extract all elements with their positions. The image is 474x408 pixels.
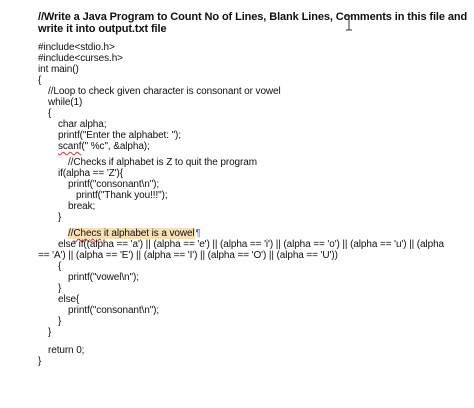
code-line: { <box>48 108 52 119</box>
code-line: else if((alpha == 'a') || (alpha == 'e') || (alpha == 'i') || (alpha == 'o') || (alpha == 'u') || (alpha <box>58 239 444 250</box>
misspelled-word: Checs <box>73 228 102 239</box>
code-line: } <box>58 316 62 327</box>
paragraph-mark-icon: ¶ <box>195 228 201 239</box>
code-line: } <box>58 283 62 294</box>
code-line: break; <box>68 201 96 212</box>
highlighted-comment <box>68 228 195 239</box>
code-fragment: (" %c", &alpha); <box>81 141 150 152</box>
code-line: printf("consonant\n"); <box>68 305 160 316</box>
code-line: == 'A') || (alpha == 'E') || (alpha == 'I') || (alpha == 'O') || (alpha == 'U')) <box>38 250 338 261</box>
code-line: { <box>38 75 42 86</box>
code-line: printf("Enter the alphabet: "); <box>58 130 181 141</box>
code-line: //Loop to check given character is consonant or vowel <box>48 86 281 97</box>
heading-line-2: write it into output.txt file <box>38 23 167 35</box>
comment-slashes: // <box>68 228 74 239</box>
code-line: #include<curses.h> <box>38 53 123 64</box>
code-line: char alpha; <box>58 119 107 130</box>
code-line <box>58 141 150 152</box>
code-line: printf("Thank you!!!"); <box>76 190 168 201</box>
code-line: { <box>58 261 62 272</box>
code-line: if(alpha == 'Z'){ <box>58 168 123 179</box>
code-line: int main() <box>38 64 79 75</box>
code-line: #include<stdio.h> <box>38 42 115 53</box>
code-line: printf("vowel\n"); <box>68 272 139 283</box>
document-heading <box>38 11 468 35</box>
text-cursor-icon <box>345 15 353 31</box>
code-line: else{ <box>58 294 80 305</box>
code-line: //Checks if alphabet is Z to quit the program <box>68 157 257 168</box>
comment-text: it alphabet is a vowel <box>101 228 195 239</box>
code-line <box>68 228 201 239</box>
code-line: } <box>58 212 62 223</box>
code-line: return 0; <box>48 345 85 356</box>
code-line: printf("consonant\n"); <box>68 179 160 190</box>
code-line: while(1) <box>48 97 83 108</box>
misspelled-word: scanf <box>58 141 82 152</box>
code-line: } <box>38 356 42 367</box>
code-line: } <box>48 327 52 338</box>
heading-line-1: //Write a Java Program to Count No of Lines, Blank Lines, Comments in this file and <box>38 11 468 23</box>
